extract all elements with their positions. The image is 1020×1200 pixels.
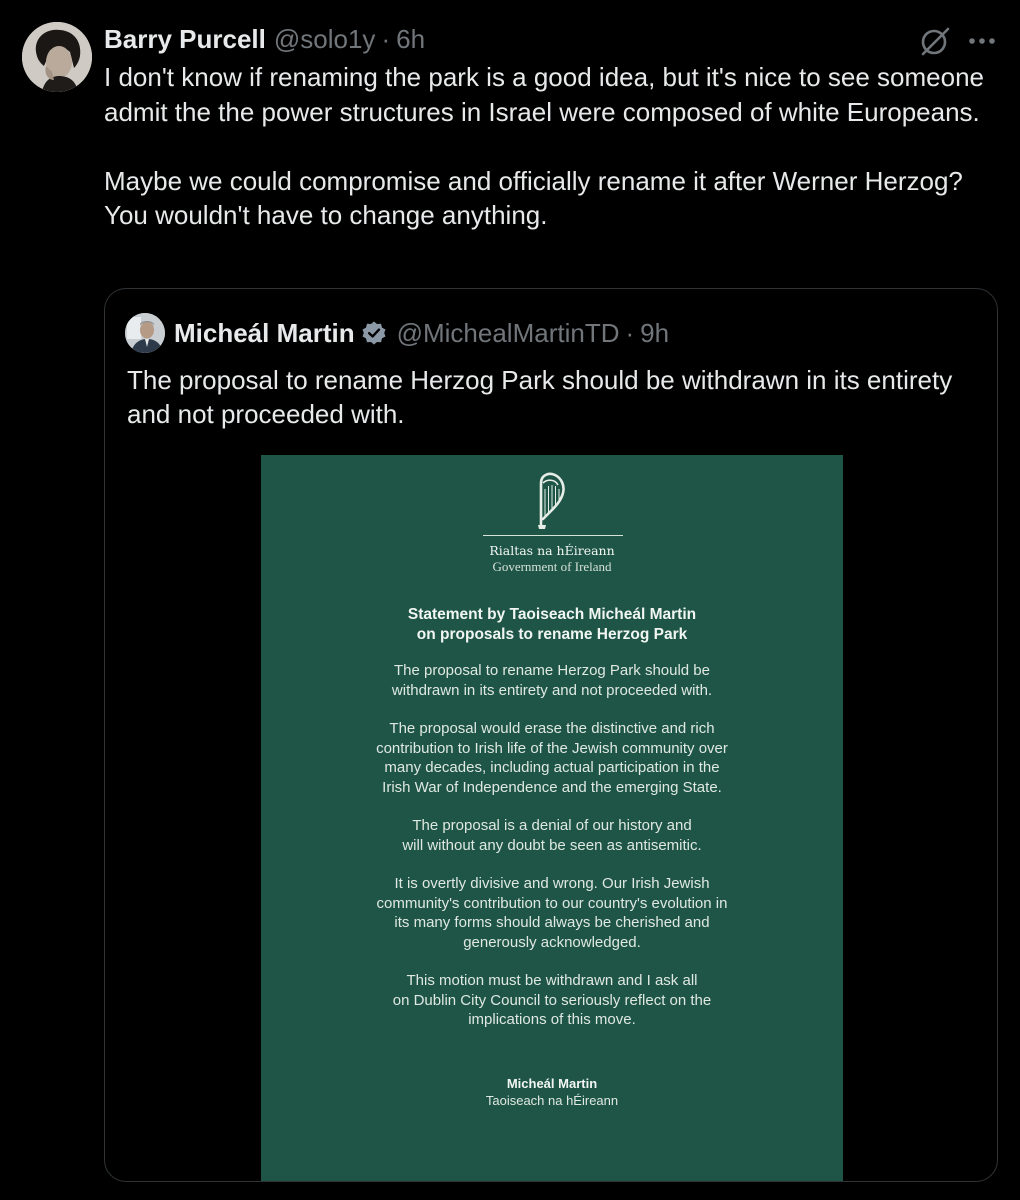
author-avatar[interactable] [22,22,92,92]
statement-paragraph: It is overtly divisive and wrong. Our Irish Jewish community's contribution to our country's evolution in its many forms should always be cherished and generously acknowledged. [376,875,728,951]
statement-image[interactable] [261,455,843,1182]
gov-name-english: Government of Ireland [492,559,612,574]
signature-title: Taoiseach na hÉireann [485,1093,619,1108]
grok-icon[interactable] [918,24,952,58]
statement-paragraph: The proposal to rename Herzog Park should be withdrawn in its entirety and not proceeded with. [391,662,713,699]
post-paragraph: Maybe we could compromise and officially rename it after Werner Herzog? You wouldn't have to change anything. [104,165,963,230]
statement-paragraph: The proposal would erase the distinctive and rich contribution to Irish life of the Jewish community over many decades, including actual participation in the Irish War of Independence and the emerging State. [376,720,728,796]
verified-icon [361,320,387,346]
crest-divider [483,535,623,536]
separator-dot: · [625,317,635,348]
gov-name-irish: Rialtas na hÉireann [489,543,615,558]
quoted-post-text: The proposal to rename Herzog Park should be withdrawn in its entirety and not proceeded with. [127,365,953,429]
quoted-post-time[interactable]: 9h [640,317,670,348]
quoted-author-name[interactable]: Micheál Martin [174,317,355,348]
separator-dot: · [381,23,391,54]
post-time[interactable]: 6h [396,23,426,54]
statement-title: Statement by Taoiseach Micheál Martin on proposals to rename Herzog Park [407,606,697,643]
post-paragraph: I don't know if renaming the park is a good idea, but it's nice to see someone admit the the power structures in Israel were composed of white Europeans. [104,62,985,127]
author-handle[interactable]: @solo1y [273,23,376,54]
statement-paragraph: This motion must be withdrawn and I ask all on Dublin City Council to seriously reflect on the implications of this move. [392,972,712,1028]
more-icon[interactable] [962,24,1002,58]
quoted-post-header [125,313,669,353]
author-name[interactable]: Barry Purcell [104,23,266,54]
statement-body [261,661,843,1049]
statement-paragraph: The proposal is a denial of our history and will without any doubt be seen as antisemitic. [402,817,702,854]
quoted-post[interactable] [104,288,998,1182]
quoted-author-handle[interactable]: @MichealMartinTD [396,317,620,348]
post-header [104,22,425,56]
post-text [104,60,1004,233]
signature-name: Micheál Martin [506,1076,598,1091]
harp-icon [531,469,573,531]
statement-signature [261,1075,843,1109]
quoted-author-avatar[interactable] [125,313,165,353]
